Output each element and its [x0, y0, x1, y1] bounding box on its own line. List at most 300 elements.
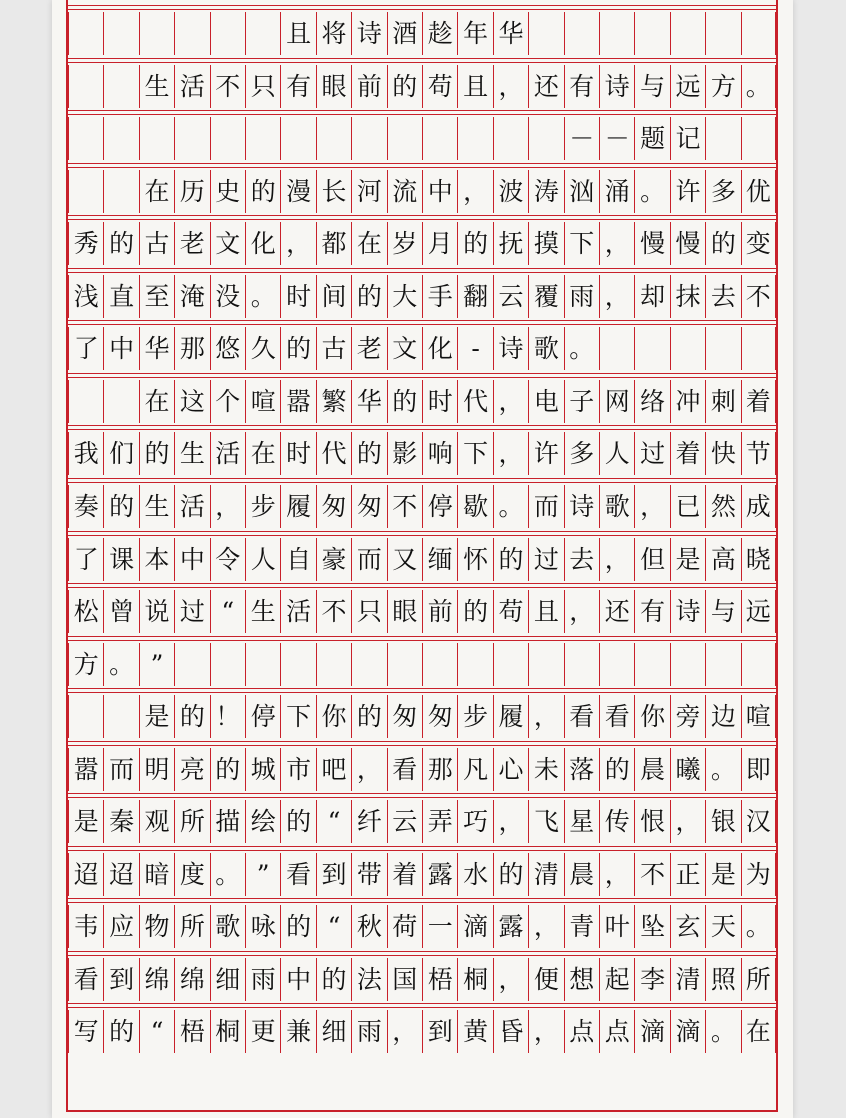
row-band: [68, 268, 776, 273]
grid-cell: 歌: [528, 327, 563, 370]
grid-cell: 。: [493, 485, 528, 528]
grid-cell: 是: [670, 538, 705, 581]
grid-cell: 。: [741, 905, 776, 948]
grid-cell: ”: [245, 853, 280, 896]
grid-cell: ，: [457, 170, 492, 213]
grid-cell: -: [457, 327, 492, 370]
grid-cell: 下: [457, 432, 492, 475]
grid-cell: 且: [280, 12, 315, 55]
grid-cell: [741, 643, 776, 686]
grid-cell: 在: [741, 1010, 776, 1053]
grid-cell: ，: [351, 748, 386, 791]
grid-cell: 绵: [139, 958, 174, 1001]
grid-cell: 摸: [528, 222, 563, 265]
grid-cell: 歌: [599, 485, 634, 528]
grid-cell: 在: [139, 170, 174, 213]
grid-cell: 的: [599, 748, 634, 791]
grid-cell: 诗: [351, 12, 386, 55]
grid-cell: 在: [139, 380, 174, 423]
grid-cell: 生: [245, 590, 280, 633]
grid-cell: 坠: [634, 905, 669, 948]
grid-cell: 履: [493, 695, 528, 738]
grid-cell: [316, 117, 351, 160]
grid-cell: 停: [422, 485, 457, 528]
grid-cell: 的: [457, 590, 492, 633]
text-row: [68, 65, 776, 108]
grid-cell: 停: [245, 695, 280, 738]
grid-cell: [741, 327, 776, 370]
grid-cell: ，: [528, 695, 563, 738]
grid-cell: [103, 170, 138, 213]
grid-cell: 细: [210, 958, 245, 1001]
grid-cell: 露: [493, 905, 528, 948]
grid-cell: 大: [387, 275, 422, 318]
grid-cell: 优: [741, 170, 776, 213]
grid-cell: ，: [493, 65, 528, 108]
grid-cell: [139, 117, 174, 160]
grid-cell: 明: [139, 748, 174, 791]
grid-cell: 只: [351, 590, 386, 633]
grid-cell: ，: [210, 485, 245, 528]
grid-cell: [103, 117, 138, 160]
grid-cell: 冲: [670, 380, 705, 423]
grid-cell: ，: [493, 432, 528, 475]
grid-cell: 还: [528, 65, 563, 108]
row-band: [68, 5, 776, 10]
grid-cell: 荷: [387, 905, 422, 948]
grid-cell: 的: [103, 1010, 138, 1053]
grid-cell: 而: [103, 748, 138, 791]
grid-cell: 的: [387, 380, 422, 423]
grid-cell: ”: [139, 643, 174, 686]
grid-cell: 纤: [351, 800, 386, 843]
grid-cell: 在: [351, 222, 386, 265]
grid-cell: 而: [528, 485, 563, 528]
grid-cell: ，: [599, 853, 634, 896]
grid-cell: 活: [174, 65, 209, 108]
grid-cell: 城: [245, 748, 280, 791]
grid-cell: 而: [351, 538, 386, 581]
grid-cell: 将: [316, 12, 351, 55]
grid-cell: 叶: [599, 905, 634, 948]
grid-cell: 晨: [634, 748, 669, 791]
grid-cell: 但: [634, 538, 669, 581]
grid-cell: 心: [493, 748, 528, 791]
grid-cell: 曾: [103, 590, 138, 633]
grid-cell: 是: [139, 695, 174, 738]
grid-cell: [68, 170, 103, 213]
grid-cell: 去: [705, 275, 740, 318]
grid-cell: 的: [316, 958, 351, 1001]
grid-cell: [741, 117, 776, 160]
grid-cell: 云: [493, 275, 528, 318]
grid-cell: 。: [705, 1010, 740, 1053]
text-row: [68, 643, 776, 686]
grid-cell: 老: [351, 327, 386, 370]
title-row: [68, 12, 776, 55]
grid-cell: “: [316, 905, 351, 948]
grid-cell: 想: [564, 958, 599, 1001]
grid-cell: ，: [670, 800, 705, 843]
grid-cell: 间: [316, 275, 351, 318]
grid-cell: 桐: [210, 1010, 245, 1053]
grid-cell: 雨: [245, 958, 280, 1001]
grid-cell: 传: [599, 800, 634, 843]
grid-cell: 的: [174, 695, 209, 738]
grid-cell: 。: [564, 327, 599, 370]
grid-cell: 滴: [670, 1010, 705, 1053]
grid-cell: 刺: [705, 380, 740, 423]
grid-cell: 到: [316, 853, 351, 896]
grid-cell: 诗: [670, 590, 705, 633]
text-row: [68, 170, 776, 213]
grid-cell: 那: [422, 748, 457, 791]
grid-cell: 带: [351, 853, 386, 896]
grid-cell: 人: [245, 538, 280, 581]
grid-cell: 过: [528, 538, 563, 581]
grid-cell: 秦: [103, 800, 138, 843]
grid-cell: 岁: [387, 222, 422, 265]
grid-cell: 本: [139, 538, 174, 581]
grid-cell: 了: [68, 327, 103, 370]
grid-cell: 着: [670, 432, 705, 475]
grid-cell: 。: [103, 643, 138, 686]
grid-cell: 嚣: [68, 748, 103, 791]
grid-cell: [210, 117, 245, 160]
grid-cell: [245, 643, 280, 686]
grid-cell: [103, 12, 138, 55]
grid-cell: 秀: [68, 222, 103, 265]
row-band: [68, 425, 776, 430]
grid-cell: 眼: [316, 65, 351, 108]
grid-cell: [103, 695, 138, 738]
grid-cell: [351, 643, 386, 686]
grid-cell: 记: [670, 117, 705, 160]
grid-cell: 不: [316, 590, 351, 633]
grid-cell: [210, 12, 245, 55]
grid-cell: 时: [422, 380, 457, 423]
grid-cell: 市: [280, 748, 315, 791]
grid-cell: 时: [280, 275, 315, 318]
grid-cell: 史: [210, 170, 245, 213]
grid-cell: 迢: [68, 853, 103, 896]
grid-cell: 的: [245, 170, 280, 213]
grid-cell: [457, 643, 492, 686]
grid-cell: 看: [280, 853, 315, 896]
grid-cell: 到: [422, 1010, 457, 1053]
grid-cell: 化: [245, 222, 280, 265]
grid-cell: 落: [564, 748, 599, 791]
grid-cell: 不: [741, 275, 776, 318]
grid-cell: 匆: [316, 485, 351, 528]
grid-cell: 河: [351, 170, 386, 213]
grid-cell: 自: [280, 538, 315, 581]
grid-cell: 匆: [422, 695, 457, 738]
grid-cell: 慢: [634, 222, 669, 265]
grid-cell: 的: [387, 65, 422, 108]
grid-cell: 秋: [351, 905, 386, 948]
grid-cell: [174, 117, 209, 160]
grid-cell: [528, 117, 563, 160]
grid-cell: [634, 643, 669, 686]
grid-cell: 方: [705, 65, 740, 108]
grid-cell: 为: [741, 853, 776, 896]
row-band: [68, 846, 776, 851]
grid-cell: 步: [245, 485, 280, 528]
grid-cell: 诗: [493, 327, 528, 370]
grid-cell: 的: [351, 275, 386, 318]
grid-cell: 文: [210, 222, 245, 265]
grid-cell: 还: [599, 590, 634, 633]
grid-cell: 这: [174, 380, 209, 423]
grid-cell: 汉: [741, 800, 776, 843]
grid-cell: 月: [422, 222, 457, 265]
grid-cell: 高: [705, 538, 740, 581]
grid-cell: ，: [387, 1010, 422, 1053]
grid-cell: 细: [316, 1010, 351, 1053]
grid-cell: 飞: [528, 800, 563, 843]
grid-cell: [68, 12, 103, 55]
grid-cell: 诗: [564, 485, 599, 528]
grid-cell: 且: [528, 590, 563, 633]
grid-cell: 滴: [457, 905, 492, 948]
row-band: [68, 110, 776, 115]
grid-cell: 过: [634, 432, 669, 475]
grid-cell: ，: [280, 222, 315, 265]
row-band: [68, 636, 776, 641]
grid-cell: 匆: [387, 695, 422, 738]
grid-cell: 天: [705, 905, 740, 948]
grid-cell: 嚣: [280, 380, 315, 423]
grid-cell: [422, 117, 457, 160]
grid-cell: 华: [493, 12, 528, 55]
grid-cell: [387, 117, 422, 160]
grid-cell: 清: [670, 958, 705, 1001]
grid-cell: 雨: [351, 1010, 386, 1053]
grid-cell: 华: [351, 380, 386, 423]
grid-cell: 已: [670, 485, 705, 528]
grid-cell: [599, 327, 634, 370]
grid-cell: 晨: [564, 853, 599, 896]
grid-cell: 点: [599, 1010, 634, 1053]
grid-cell: 与: [705, 590, 740, 633]
grid-cell: 中: [280, 958, 315, 1001]
grid-cell: 所: [741, 958, 776, 1001]
grid-cell: 去: [564, 538, 599, 581]
grid-cell: 国: [387, 958, 422, 1001]
grid-cell: ，: [528, 1010, 563, 1053]
grid-cell: [493, 643, 528, 686]
text-row: [68, 117, 776, 160]
grid-cell: [670, 12, 705, 55]
grid-cell: 网: [599, 380, 634, 423]
grid-cell: 应: [103, 905, 138, 948]
grid-cell: [351, 117, 386, 160]
grid-cell: 老: [174, 222, 209, 265]
grid-cell: 描: [210, 800, 245, 843]
grid-cell: 梧: [422, 958, 457, 1001]
grid-cell: 然: [705, 485, 740, 528]
grid-cell: 历: [174, 170, 209, 213]
grid-cell: 不: [387, 485, 422, 528]
grid-cell: 抚: [493, 222, 528, 265]
grid-cell: 长: [316, 170, 351, 213]
grid-cell: 与: [634, 65, 669, 108]
grid-cell: 梧: [174, 1010, 209, 1053]
grid-cell: 方: [68, 643, 103, 686]
grid-cell: 韦: [68, 905, 103, 948]
grid-cell: [174, 643, 209, 686]
grid-cell: 慢: [670, 222, 705, 265]
grid-cell: 是: [705, 853, 740, 896]
grid-cell: 的: [493, 538, 528, 581]
grid-cell: 度: [174, 853, 209, 896]
grid-cell: 络: [634, 380, 669, 423]
grid-cell: 照: [705, 958, 740, 1001]
grid-cell: 星: [564, 800, 599, 843]
grid-cell: ，: [599, 222, 634, 265]
grid-cell: 文: [387, 327, 422, 370]
grid-cell: [174, 12, 209, 55]
grid-cell: 令: [210, 538, 245, 581]
grid-cell: 流: [387, 170, 422, 213]
grid-cell: 雨: [564, 275, 599, 318]
grid-cell: 兼: [280, 1010, 315, 1053]
grid-cell: 抹: [670, 275, 705, 318]
grid-cell: [103, 65, 138, 108]
grid-cell: 生: [139, 485, 174, 528]
grid-cell: ，: [528, 905, 563, 948]
grid-cell: 有: [634, 590, 669, 633]
grid-cell: 清: [528, 853, 563, 896]
grid-cell: 看: [387, 748, 422, 791]
grid-cell: 奏: [68, 485, 103, 528]
grid-cell: [457, 117, 492, 160]
grid-cell: ，: [493, 958, 528, 1001]
grid-cell: 们: [103, 432, 138, 475]
text-row: [68, 590, 776, 633]
grid-cell: [422, 643, 457, 686]
grid-cell: 恨: [634, 800, 669, 843]
grid-cell: 翻: [457, 275, 492, 318]
grid-cell: 你: [316, 695, 351, 738]
grid-cell: 久: [245, 327, 280, 370]
grid-cell: 。: [741, 65, 776, 108]
row-band: [68, 741, 776, 746]
grid-cell: 旁: [670, 695, 705, 738]
grid-cell: 。: [245, 275, 280, 318]
grid-cell: ，: [493, 380, 528, 423]
grid-cell: 快: [705, 432, 740, 475]
row-band: [68, 531, 776, 536]
text-row: [68, 800, 776, 843]
grid-cell: [280, 643, 315, 686]
grid-cell: 苟: [493, 590, 528, 633]
grid-cell: 亮: [174, 748, 209, 791]
grid-cell: 许: [670, 170, 705, 213]
grid-cell: 有: [280, 65, 315, 108]
grid-cell: 松: [68, 590, 103, 633]
grid-cell: 生: [174, 432, 209, 475]
grid-cell: 着: [741, 380, 776, 423]
grid-cell: 看: [564, 695, 599, 738]
grid-cell: 桐: [457, 958, 492, 1001]
grid-cell: 暗: [139, 853, 174, 896]
grid-cell: 匆: [351, 485, 386, 528]
row-band: [68, 583, 776, 588]
grid-cell: 咏: [245, 905, 280, 948]
grid-cell: 豪: [316, 538, 351, 581]
row-band: [68, 898, 776, 903]
grid-cell: 一: [422, 905, 457, 948]
grid-cell: 歌: [210, 905, 245, 948]
grid-cell: 不: [634, 853, 669, 896]
grid-cell: 晓: [741, 538, 776, 581]
grid-cell: [103, 380, 138, 423]
grid-cell: [634, 327, 669, 370]
grid-cell: 趁: [422, 12, 457, 55]
grid-cell: 迢: [103, 853, 138, 896]
text-row: [68, 853, 776, 896]
grid-cell: 前: [422, 590, 457, 633]
grid-cell: [564, 643, 599, 686]
grid-cell: 活: [210, 432, 245, 475]
grid-cell: 淹: [174, 275, 209, 318]
grid-cell: 下: [564, 222, 599, 265]
grid-cell: [210, 643, 245, 686]
grid-cell: 远: [670, 65, 705, 108]
grid-cell: 中: [103, 327, 138, 370]
grid-cell: 活: [174, 485, 209, 528]
grid-cell: 法: [351, 958, 386, 1001]
grid-cell: 古: [316, 327, 351, 370]
grid-cell: 至: [139, 275, 174, 318]
grid-cell: 在: [245, 432, 280, 475]
grid-cell: 代: [457, 380, 492, 423]
text-row: [68, 905, 776, 948]
grid-cell: 生: [139, 65, 174, 108]
grid-cell: 的: [103, 485, 138, 528]
grid-cell: 的: [139, 432, 174, 475]
grid-cell: 正: [670, 853, 705, 896]
grid-cell: 节: [741, 432, 776, 475]
grid-cell: 。: [705, 748, 740, 791]
grid-cell: 又: [387, 538, 422, 581]
grid-cell: 活: [280, 590, 315, 633]
grid-cell: 即: [741, 748, 776, 791]
grid-cell: 弄: [422, 800, 457, 843]
grid-cell: 缅: [422, 538, 457, 581]
row-band: [68, 215, 776, 220]
grid-cell: 了: [68, 538, 103, 581]
grid-cell: 前: [351, 65, 386, 108]
grid-cell: 到: [103, 958, 138, 1001]
row-band: [68, 373, 776, 378]
grid-cell: [68, 65, 103, 108]
grid-cell: 是: [68, 800, 103, 843]
grid-cell: “: [210, 590, 245, 633]
row-band: [68, 163, 776, 168]
grid-cell: 绵: [174, 958, 209, 1001]
grid-cell: 的: [705, 222, 740, 265]
grid-cell: [705, 327, 740, 370]
grid-cell: [705, 117, 740, 160]
grid-cell: 点: [564, 1010, 599, 1053]
grid-cell: 绘: [245, 800, 280, 843]
grid-cell: [139, 12, 174, 55]
grid-cell: 涌: [599, 170, 634, 213]
grid-cell: 眼: [387, 590, 422, 633]
